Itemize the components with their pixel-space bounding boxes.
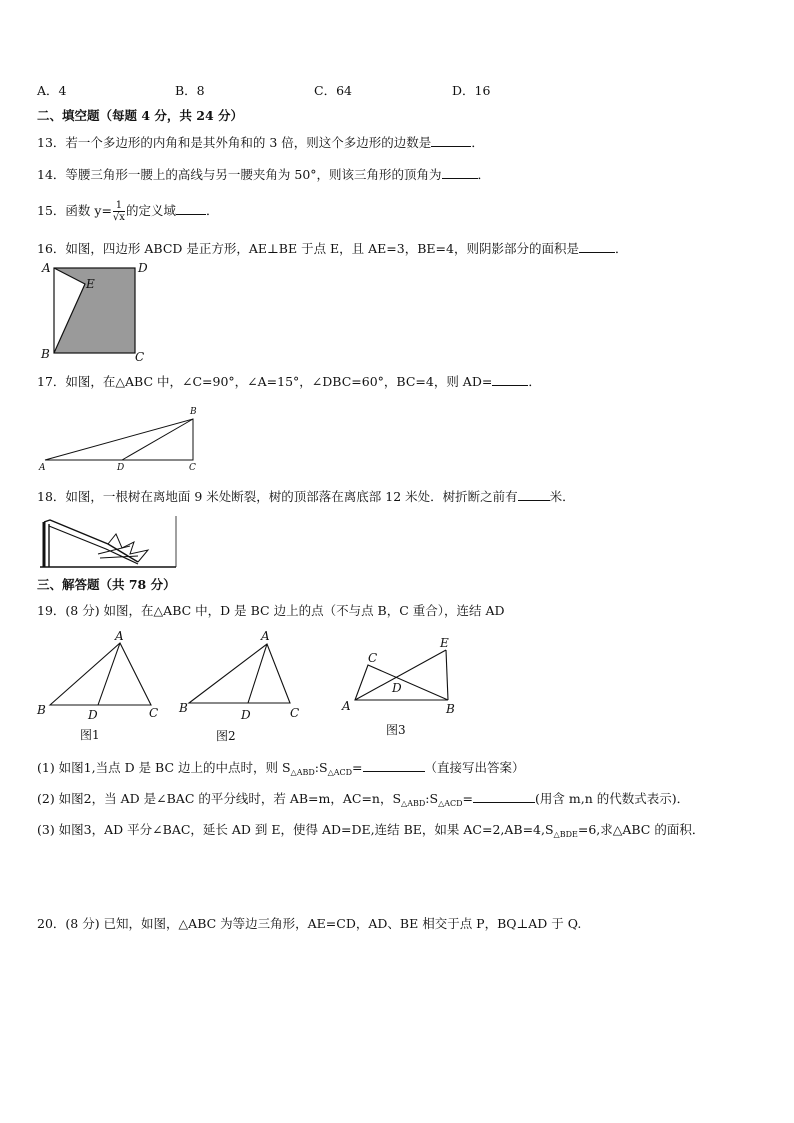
caption: 图1: [80, 728, 100, 742]
segment-bd: [122, 419, 193, 460]
caption: 图3: [386, 723, 406, 737]
answer-blank: [518, 488, 550, 501]
question-15: 15．函数 y= $\frac{1}{√x}$ 的定义域 ．: [37, 200, 219, 223]
label-a: A: [342, 699, 351, 713]
question-20: 20．(8 分) 已知，如图，△ABC 为等边三角形，AE=CD，AD、BE 相交于点 P，BQ⊥AD 于 Q.: [37, 916, 582, 931]
option-d: D．16: [452, 83, 491, 98]
label-b: B: [446, 702, 455, 716]
section-fill-blank-title: 二、填空题（每题 4 分，共 24 分）: [37, 108, 244, 123]
triangle-abc: [189, 644, 290, 703]
label-c: C: [290, 706, 300, 720]
label-d: D: [88, 708, 98, 722]
option-a: A．4: [37, 83, 67, 98]
label-b: B: [190, 407, 197, 417]
label-a: A: [261, 629, 270, 643]
question-18: 18．如图，一根树在离地面 9 米处断裂，树的顶部落在离底部 12 米处．树折断之前有 米．: [37, 489, 575, 504]
option-c: C．64: [314, 83, 352, 98]
broken-top: [44, 520, 138, 562]
question-19-part-1: (1) 如图1,当点 D 是 BC 边上的中点时，则 $S_{\triangle ABD}:S_{\triangle ACD}=$ （直接写出答案）: [37, 760, 525, 777]
option-b: B．8: [175, 83, 205, 98]
caption: 图2: [216, 729, 236, 743]
answer-blank: [442, 166, 478, 179]
label-e: E: [440, 636, 449, 650]
section-answer-title: 三、解答题（共 78 分）: [37, 577, 176, 592]
question-16: 16．如图，四边形 ABCD 是正方形，AE⊥BE 于点 E，且 AE=3，BE=4，则阴影部分的面积是 ．: [37, 241, 628, 256]
label-d: D: [241, 708, 251, 722]
label-a: A: [115, 629, 124, 643]
q18-broken-tree-figure: [38, 514, 178, 572]
q19-figure-2: [178, 628, 308, 746]
question-13: 13．若一个多边形的内角和是其外角和的 3 倍，则这个多边形的边数是 ．: [37, 135, 484, 150]
label-a: A: [42, 261, 51, 275]
answer-blank: [176, 202, 206, 215]
label-e: E: [86, 277, 95, 291]
q19-figure-1: [36, 628, 166, 746]
question-17: 17．如图，在△ABC 中，∠C=90°，∠A=15°，∠DBC=60°，BC=4，则 AD= ．: [37, 374, 541, 389]
label-c: C: [189, 463, 196, 473]
answer-blank: [473, 790, 535, 803]
label-d: D: [138, 261, 148, 275]
segment-be: [446, 650, 448, 700]
question-19-part-3: (3) 如图3，AD 平分∠BAC，延长 AD 到 E，使得 AD=DE,连结 BE，如果 $AC=2,AB=4,S_{\triangle BDE}=6$,求△ABC 的面积．: [37, 822, 705, 839]
q17-triangle-figure: [36, 404, 206, 474]
answer-blank: [492, 373, 528, 386]
label-c: C: [149, 706, 159, 720]
triangle-abc: [45, 419, 193, 460]
question-14: 14．等腰三角形一腰上的高线与另一腰夹角为 50°，则该三角形的顶角为 ．: [37, 167, 491, 182]
segment-ad: [248, 644, 267, 703]
label-c: C: [368, 651, 378, 665]
label-b: B: [37, 703, 46, 717]
answer-blank: [579, 240, 615, 253]
label-d: D: [392, 681, 402, 695]
label-c: C: [135, 350, 145, 364]
question-19-stem: 19．(8 分) 如图，在△ABC 中，D 是 BC 边上的点（不与点 B，C 重合），连结 AD: [37, 603, 505, 618]
answer-blank: [431, 134, 471, 147]
q19-figure-3: [340, 630, 470, 740]
fraction: $\frac{1}{√x}$: [112, 200, 125, 223]
q16-square-figure: [38, 258, 158, 366]
label-b: B: [179, 701, 188, 715]
answer-blank: [363, 759, 425, 772]
triangle-abc: [50, 643, 151, 705]
label-b: B: [41, 347, 50, 361]
label-a: A: [39, 463, 46, 473]
question-19-part-2: (2) 如图2，当 AD 是∠BAC 的平分线时，若 AB=m，AC=n，$S_{\triangle ABD}:S_{\triangle ACD}=$ (用含 m,n 的代数式表示)．: [37, 791, 690, 808]
label-d: D: [117, 463, 125, 473]
